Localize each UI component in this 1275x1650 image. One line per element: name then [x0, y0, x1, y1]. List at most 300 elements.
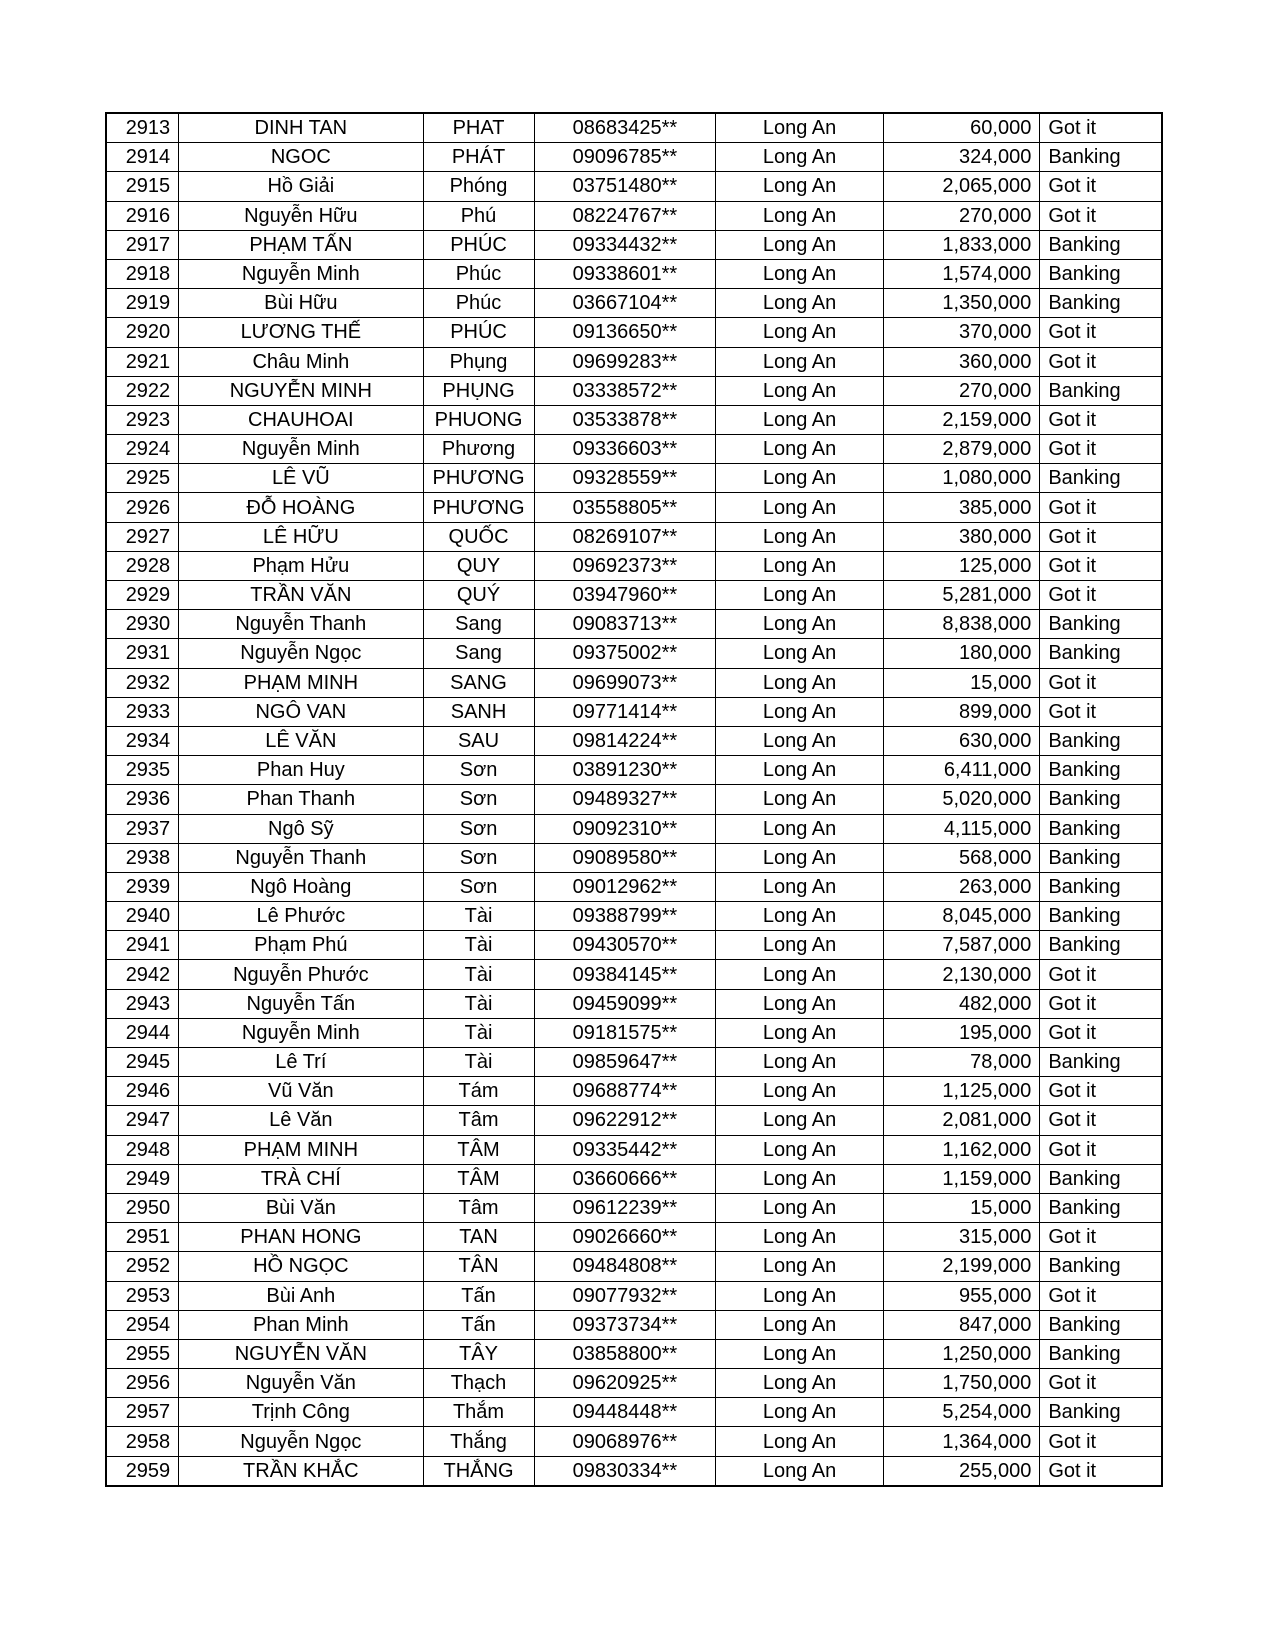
status: Got it	[1040, 113, 1162, 143]
status: Got it	[1040, 1281, 1162, 1310]
phone-number: 09612239**	[534, 1193, 716, 1222]
table-row	[106, 931, 1162, 960]
first-name: Tâm	[423, 1106, 534, 1135]
table-row	[106, 1077, 1162, 1106]
status: Banking	[1040, 931, 1162, 960]
province: Long An	[716, 551, 884, 580]
row-number: 2919	[106, 289, 179, 318]
first-name: Sơn	[423, 785, 534, 814]
table-row	[106, 230, 1162, 259]
amount: 15,000	[883, 1193, 1039, 1222]
row-number: 2923	[106, 405, 179, 434]
status: Got it	[1040, 347, 1162, 376]
first-name: SAU	[423, 726, 534, 755]
first-name: SANG	[423, 668, 534, 697]
status: Banking	[1040, 1048, 1162, 1077]
phone-number: 03667104**	[534, 289, 716, 318]
table-row	[106, 172, 1162, 201]
first-name: Tài	[423, 1048, 534, 1077]
province: Long An	[716, 1456, 884, 1486]
amount: 5,281,000	[883, 581, 1039, 610]
first-name: Tấn	[423, 1310, 534, 1339]
first-name: Sơn	[423, 872, 534, 901]
first-name: PHÚC	[423, 230, 534, 259]
province: Long An	[716, 1339, 884, 1368]
last-middle-name: Bùi Hữu	[179, 289, 423, 318]
amount: 1,125,000	[883, 1077, 1039, 1106]
province: Long An	[716, 113, 884, 143]
first-name: PHƯƠNG	[423, 493, 534, 522]
records-table-body	[106, 113, 1162, 1486]
row-number: 2943	[106, 989, 179, 1018]
province: Long An	[716, 1048, 884, 1077]
phone-number: 09092310**	[534, 814, 716, 843]
province: Long An	[716, 785, 884, 814]
table-row	[106, 1398, 1162, 1427]
last-middle-name: NGUYỄN VĂN	[179, 1339, 423, 1368]
phone-number: 03558805**	[534, 493, 716, 522]
phone-number: 09859647**	[534, 1048, 716, 1077]
last-middle-name: PHẠM MINH	[179, 1135, 423, 1164]
last-middle-name: LÊ VŨ	[179, 464, 423, 493]
status: Got it	[1040, 581, 1162, 610]
phone-number: 09384145**	[534, 960, 716, 989]
row-number: 2949	[106, 1164, 179, 1193]
phone-number: 03338572**	[534, 376, 716, 405]
last-middle-name: Nguyễn Văn	[179, 1369, 423, 1398]
amount: 1,750,000	[883, 1369, 1039, 1398]
last-middle-name: Bùi Văn	[179, 1193, 423, 1222]
last-middle-name: Nguyễn Phước	[179, 960, 423, 989]
province: Long An	[716, 1252, 884, 1281]
row-number: 2931	[106, 639, 179, 668]
status: Banking	[1040, 1164, 1162, 1193]
phone-number: 09489327**	[534, 785, 716, 814]
row-number: 2933	[106, 697, 179, 726]
row-number: 2934	[106, 726, 179, 755]
row-number: 2922	[106, 376, 179, 405]
row-number: 2952	[106, 1252, 179, 1281]
row-number: 2959	[106, 1456, 179, 1486]
row-number: 2935	[106, 756, 179, 785]
status: Got it	[1040, 1106, 1162, 1135]
first-name: Tâm	[423, 1193, 534, 1222]
last-middle-name: Lê Trí	[179, 1048, 423, 1077]
status: Banking	[1040, 464, 1162, 493]
first-name: PHỤNG	[423, 376, 534, 405]
table-row	[106, 493, 1162, 522]
status: Banking	[1040, 289, 1162, 318]
first-name: QUY	[423, 551, 534, 580]
last-middle-name: Nguyễn Minh	[179, 435, 423, 464]
status: Banking	[1040, 785, 1162, 814]
row-number: 2924	[106, 435, 179, 464]
phone-number: 03533878**	[534, 405, 716, 434]
amount: 6,411,000	[883, 756, 1039, 785]
phone-number: 03751480**	[534, 172, 716, 201]
phone-number: 09335442**	[534, 1135, 716, 1164]
first-name: Tài	[423, 1018, 534, 1047]
amount: 1,162,000	[883, 1135, 1039, 1164]
last-middle-name: Nguyễn Minh	[179, 259, 423, 288]
table-row	[106, 289, 1162, 318]
row-number: 2946	[106, 1077, 179, 1106]
province: Long An	[716, 1398, 884, 1427]
amount: 2,879,000	[883, 435, 1039, 464]
amount: 125,000	[883, 551, 1039, 580]
last-middle-name: TRẦN KHẮC	[179, 1456, 423, 1486]
phone-number: 09430570**	[534, 931, 716, 960]
last-middle-name: Phan Minh	[179, 1310, 423, 1339]
table-row	[106, 1048, 1162, 1077]
status: Got it	[1040, 668, 1162, 697]
first-name: Tài	[423, 960, 534, 989]
status: Got it	[1040, 1427, 1162, 1456]
records-table	[105, 112, 1163, 1487]
province: Long An	[716, 1135, 884, 1164]
row-number: 2936	[106, 785, 179, 814]
phone-number: 09328559**	[534, 464, 716, 493]
last-middle-name: ĐỖ HOÀNG	[179, 493, 423, 522]
status: Got it	[1040, 201, 1162, 230]
amount: 180,000	[883, 639, 1039, 668]
phone-number: 09692373**	[534, 551, 716, 580]
phone-number: 09699283**	[534, 347, 716, 376]
row-number: 2958	[106, 1427, 179, 1456]
first-name: Phương	[423, 435, 534, 464]
amount: 60,000	[883, 113, 1039, 143]
status: Got it	[1040, 1018, 1162, 1047]
phone-number: 09083713**	[534, 610, 716, 639]
row-number: 2929	[106, 581, 179, 610]
amount: 255,000	[883, 1456, 1039, 1486]
status: Banking	[1040, 1193, 1162, 1222]
status: Got it	[1040, 493, 1162, 522]
last-middle-name: Nguyễn Minh	[179, 1018, 423, 1047]
last-middle-name: Phan Thanh	[179, 785, 423, 814]
status: Got it	[1040, 697, 1162, 726]
amount: 5,020,000	[883, 785, 1039, 814]
table-row	[106, 1456, 1162, 1486]
first-name: TAN	[423, 1223, 534, 1252]
row-number: 2956	[106, 1369, 179, 1398]
last-middle-name: NGOC	[179, 143, 423, 172]
province: Long An	[716, 1164, 884, 1193]
status: Got it	[1040, 522, 1162, 551]
province: Long An	[716, 1369, 884, 1398]
province: Long An	[716, 756, 884, 785]
table-row	[106, 872, 1162, 901]
province: Long An	[716, 697, 884, 726]
last-middle-name: Vũ Văn	[179, 1077, 423, 1106]
province: Long An	[716, 1281, 884, 1310]
phone-number: 09181575**	[534, 1018, 716, 1047]
province: Long An	[716, 814, 884, 843]
last-middle-name: Trịnh Công	[179, 1398, 423, 1427]
table-row	[106, 1281, 1162, 1310]
province: Long An	[716, 143, 884, 172]
province: Long An	[716, 989, 884, 1018]
status: Got it	[1040, 405, 1162, 434]
amount: 360,000	[883, 347, 1039, 376]
table-row	[106, 318, 1162, 347]
province: Long An	[716, 931, 884, 960]
last-middle-name: Nguyễn Ngọc	[179, 639, 423, 668]
amount: 5,254,000	[883, 1398, 1039, 1427]
row-number: 2957	[106, 1398, 179, 1427]
row-number: 2950	[106, 1193, 179, 1222]
row-number: 2917	[106, 230, 179, 259]
first-name: PHUONG	[423, 405, 534, 434]
table-row	[106, 1135, 1162, 1164]
amount: 7,587,000	[883, 931, 1039, 960]
amount: 2,130,000	[883, 960, 1039, 989]
phone-number: 09068976**	[534, 1427, 716, 1456]
province: Long An	[716, 464, 884, 493]
last-middle-name: Châu Minh	[179, 347, 423, 376]
phone-number: 09375002**	[534, 639, 716, 668]
status: Got it	[1040, 1223, 1162, 1252]
first-name: Sơn	[423, 814, 534, 843]
amount: 482,000	[883, 989, 1039, 1018]
table-row	[106, 726, 1162, 755]
phone-number: 08683425**	[534, 113, 716, 143]
status: Banking	[1040, 1310, 1162, 1339]
phone-number: 09136650**	[534, 318, 716, 347]
table-row	[106, 785, 1162, 814]
province: Long An	[716, 1018, 884, 1047]
phone-number: 09814224**	[534, 726, 716, 755]
status: Got it	[1040, 551, 1162, 580]
last-middle-name: PHẠM TẤN	[179, 230, 423, 259]
table-row	[106, 581, 1162, 610]
province: Long An	[716, 843, 884, 872]
phone-number: 08224767**	[534, 201, 716, 230]
first-name: TÂM	[423, 1164, 534, 1193]
table-row	[106, 1310, 1162, 1339]
amount: 955,000	[883, 1281, 1039, 1310]
first-name: Sang	[423, 639, 534, 668]
first-name: Sang	[423, 610, 534, 639]
row-number: 2955	[106, 1339, 179, 1368]
first-name: QUÝ	[423, 581, 534, 610]
row-number: 2948	[106, 1135, 179, 1164]
phone-number: 03891230**	[534, 756, 716, 785]
row-number: 2927	[106, 522, 179, 551]
last-middle-name: LÊ HỮU	[179, 522, 423, 551]
amount: 1,364,000	[883, 1427, 1039, 1456]
amount: 263,000	[883, 872, 1039, 901]
status: Banking	[1040, 143, 1162, 172]
last-middle-name: HỒ NGỌC	[179, 1252, 423, 1281]
amount: 380,000	[883, 522, 1039, 551]
status: Banking	[1040, 610, 1162, 639]
amount: 899,000	[883, 697, 1039, 726]
table-row	[106, 464, 1162, 493]
row-number: 2937	[106, 814, 179, 843]
first-name: Phúc	[423, 289, 534, 318]
last-middle-name: Nguyễn Thanh	[179, 610, 423, 639]
province: Long An	[716, 493, 884, 522]
table-row	[106, 697, 1162, 726]
row-number: 2920	[106, 318, 179, 347]
table-row	[106, 259, 1162, 288]
province: Long An	[716, 172, 884, 201]
phone-number: 09012962**	[534, 872, 716, 901]
row-number: 2913	[106, 113, 179, 143]
first-name: Tám	[423, 1077, 534, 1106]
status: Got it	[1040, 1077, 1162, 1106]
first-name: PHÚC	[423, 318, 534, 347]
province: Long An	[716, 405, 884, 434]
table-row	[106, 960, 1162, 989]
status: Got it	[1040, 435, 1162, 464]
last-middle-name: Nguyễn Tấn	[179, 989, 423, 1018]
table-row	[106, 1106, 1162, 1135]
table-row	[106, 1164, 1162, 1193]
table-row	[106, 113, 1162, 143]
status: Banking	[1040, 872, 1162, 901]
status: Banking	[1040, 376, 1162, 405]
first-name: Tài	[423, 989, 534, 1018]
table-row	[106, 843, 1162, 872]
last-middle-name: NGUYỄN MINH	[179, 376, 423, 405]
row-number: 2953	[106, 1281, 179, 1310]
row-number: 2915	[106, 172, 179, 201]
status: Banking	[1040, 230, 1162, 259]
status: Banking	[1040, 1252, 1162, 1281]
row-number: 2940	[106, 902, 179, 931]
first-name: PHAT	[423, 113, 534, 143]
province: Long An	[716, 960, 884, 989]
table-row	[106, 405, 1162, 434]
phone-number: 09620925**	[534, 1369, 716, 1398]
phone-number: 09077932**	[534, 1281, 716, 1310]
amount: 1,159,000	[883, 1164, 1039, 1193]
last-middle-name: Bùi Anh	[179, 1281, 423, 1310]
row-number: 2947	[106, 1106, 179, 1135]
amount: 8,045,000	[883, 902, 1039, 931]
table-row	[106, 902, 1162, 931]
row-number: 2921	[106, 347, 179, 376]
last-middle-name: Phan Huy	[179, 756, 423, 785]
row-number: 2914	[106, 143, 179, 172]
first-name: THẮNG	[423, 1456, 534, 1486]
table-row	[106, 522, 1162, 551]
status: Got it	[1040, 989, 1162, 1018]
first-name: Sơn	[423, 843, 534, 872]
row-number: 2942	[106, 960, 179, 989]
table-row	[106, 201, 1162, 230]
table-row	[106, 639, 1162, 668]
row-number: 2939	[106, 872, 179, 901]
first-name: Phóng	[423, 172, 534, 201]
province: Long An	[716, 1077, 884, 1106]
status: Banking	[1040, 1398, 1162, 1427]
table-row	[106, 1223, 1162, 1252]
amount: 1,250,000	[883, 1339, 1039, 1368]
row-number: 2928	[106, 551, 179, 580]
table-row	[106, 610, 1162, 639]
phone-number: 09338601**	[534, 259, 716, 288]
phone-number: 03947960**	[534, 581, 716, 610]
table-row	[106, 435, 1162, 464]
province: Long An	[716, 201, 884, 230]
last-middle-name: Nguyễn Hữu	[179, 201, 423, 230]
first-name: Phụng	[423, 347, 534, 376]
status: Got it	[1040, 1135, 1162, 1164]
amount: 1,350,000	[883, 289, 1039, 318]
phone-number: 09388799**	[534, 902, 716, 931]
first-name: Phúc	[423, 259, 534, 288]
first-name: Tài	[423, 931, 534, 960]
last-middle-name: Lê Phước	[179, 902, 423, 931]
amount: 2,065,000	[883, 172, 1039, 201]
province: Long An	[716, 872, 884, 901]
table-row	[106, 1252, 1162, 1281]
table-row	[106, 1339, 1162, 1368]
status: Banking	[1040, 726, 1162, 755]
province: Long An	[716, 902, 884, 931]
amount: 568,000	[883, 843, 1039, 872]
province: Long An	[716, 668, 884, 697]
first-name: TÂY	[423, 1339, 534, 1368]
amount: 15,000	[883, 668, 1039, 697]
province: Long An	[716, 347, 884, 376]
province: Long An	[716, 1310, 884, 1339]
first-name: Tấn	[423, 1281, 534, 1310]
phone-number: 09089580**	[534, 843, 716, 872]
row-number: 2926	[106, 493, 179, 522]
status: Got it	[1040, 1456, 1162, 1486]
status: Got it	[1040, 960, 1162, 989]
row-number: 2954	[106, 1310, 179, 1339]
phone-number: 09771414**	[534, 697, 716, 726]
amount: 2,081,000	[883, 1106, 1039, 1135]
table-row	[106, 1369, 1162, 1398]
phone-number: 09373734**	[534, 1310, 716, 1339]
last-middle-name: Ngô Hoàng	[179, 872, 423, 901]
last-middle-name: Ngô Sỹ	[179, 814, 423, 843]
row-number: 2945	[106, 1048, 179, 1077]
phone-number: 08269107**	[534, 522, 716, 551]
province: Long An	[716, 581, 884, 610]
phone-number: 03858800**	[534, 1339, 716, 1368]
phone-number: 09096785**	[534, 143, 716, 172]
amount: 8,838,000	[883, 610, 1039, 639]
amount: 2,159,000	[883, 405, 1039, 434]
table-row	[106, 1427, 1162, 1456]
province: Long An	[716, 259, 884, 288]
table-row	[106, 814, 1162, 843]
province: Long An	[716, 1223, 884, 1252]
first-name: TÂN	[423, 1252, 534, 1281]
status: Banking	[1040, 902, 1162, 931]
first-name: Phú	[423, 201, 534, 230]
province: Long An	[716, 1193, 884, 1222]
row-number: 2918	[106, 259, 179, 288]
amount: 1,833,000	[883, 230, 1039, 259]
status: Got it	[1040, 1369, 1162, 1398]
province: Long An	[716, 230, 884, 259]
table-row	[106, 376, 1162, 405]
province: Long An	[716, 435, 884, 464]
phone-number: 09622912**	[534, 1106, 716, 1135]
table-row	[106, 668, 1162, 697]
last-middle-name: Nguyễn Ngọc	[179, 1427, 423, 1456]
amount: 78,000	[883, 1048, 1039, 1077]
status: Got it	[1040, 172, 1162, 201]
